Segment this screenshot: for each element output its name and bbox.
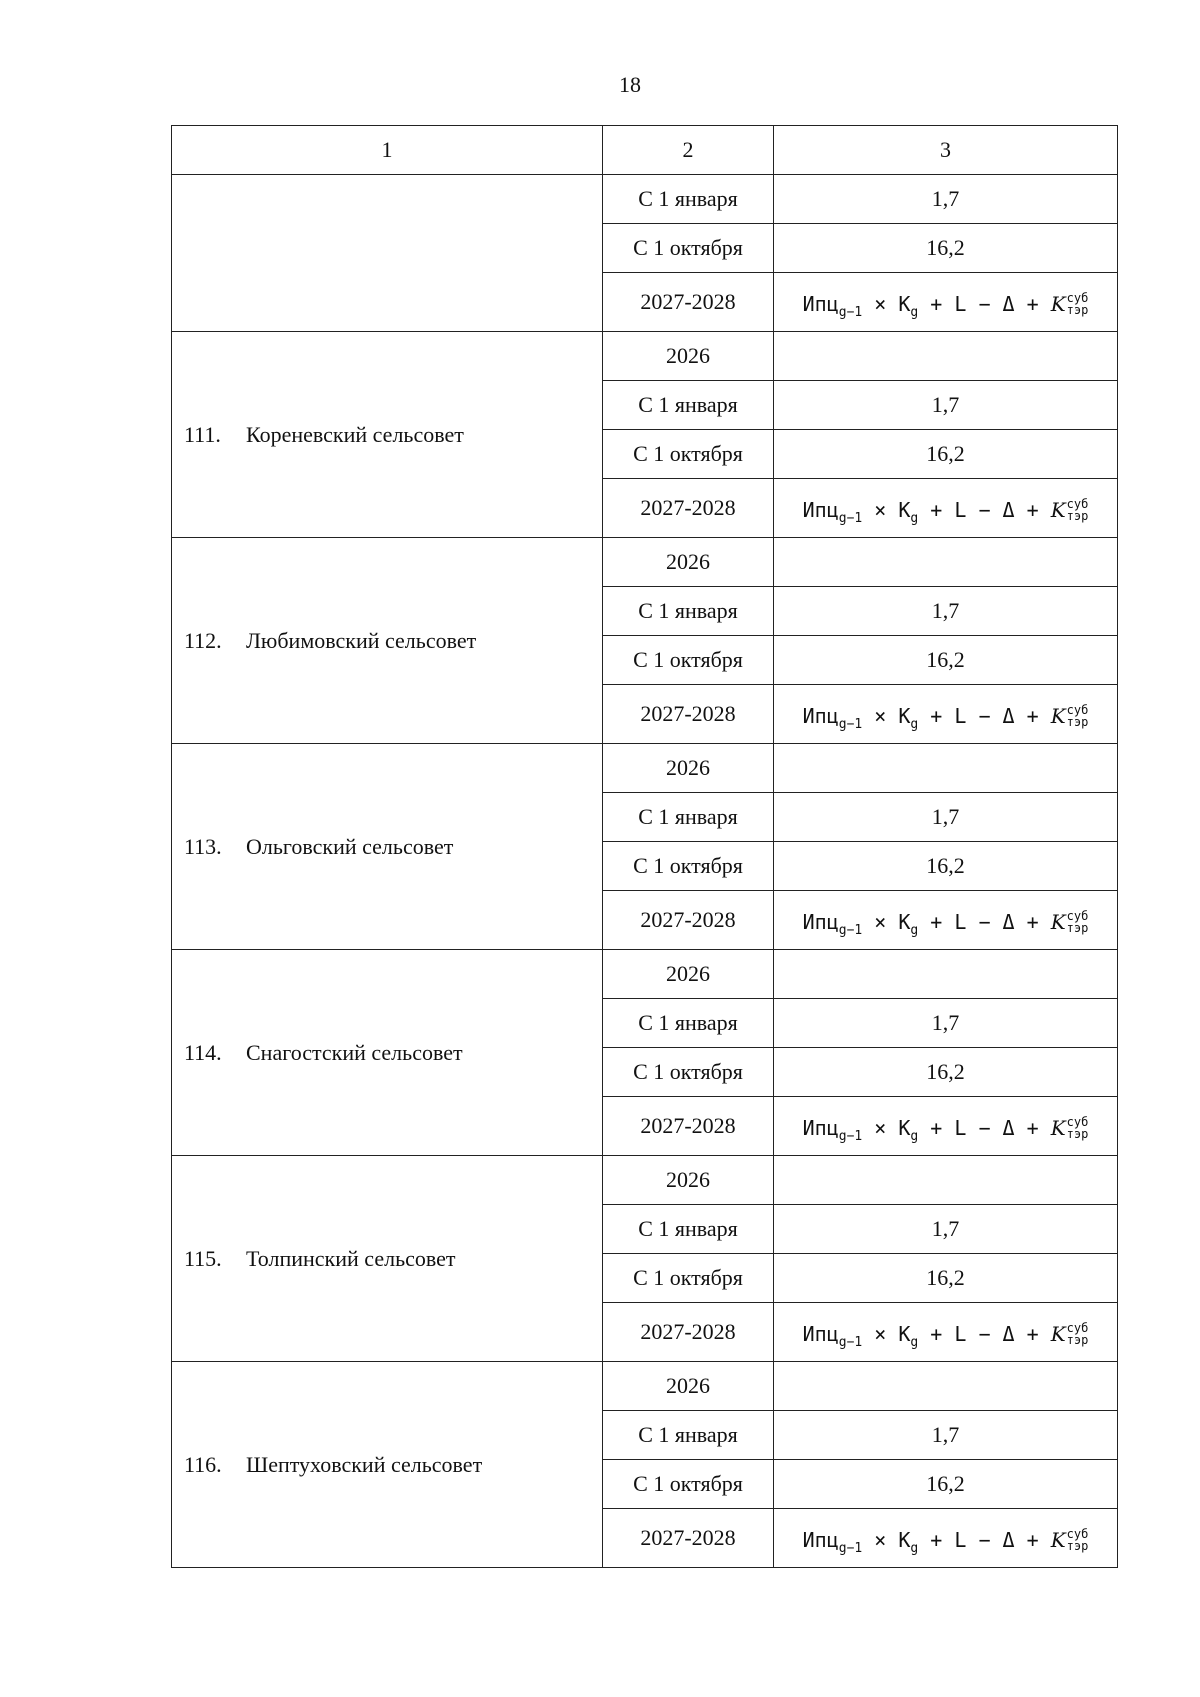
- formula-ipc-sub: g−1: [838, 1335, 863, 1350]
- period-cell: 2026: [603, 332, 774, 381]
- value-cell: 1,7: [774, 587, 1118, 636]
- formula-rest: + L − Δ +: [918, 1322, 1051, 1346]
- formula-k-sub: g: [910, 305, 919, 320]
- header-col-1: 1: [172, 126, 603, 175]
- formula-ipc: Ипц: [802, 498, 839, 522]
- formula-rest: + L − Δ +: [918, 498, 1051, 522]
- settlement-name: Толпинский сельсовет: [246, 1245, 456, 1271]
- formula-times: ×: [862, 704, 899, 728]
- row-number: 112.: [184, 627, 222, 653]
- settlement-cell: [172, 1156, 603, 1362]
- formula-k2-sub: тэр: [1066, 508, 1089, 523]
- row-number: 114.: [184, 1039, 222, 1065]
- period-cell: С 1 января: [603, 999, 774, 1048]
- page-number: 18: [619, 72, 641, 97]
- formula-k2: K: [1050, 1528, 1066, 1552]
- value-cell: [774, 1509, 1118, 1568]
- formula-k2-sup: суб: [1066, 496, 1089, 511]
- formula-ipc: Ипц: [802, 1322, 839, 1346]
- table-row: [172, 538, 1118, 587]
- period-cell: 2026: [603, 744, 774, 793]
- value-cell: 1,7: [774, 381, 1118, 430]
- settlement-name: Ольговский сельсовет: [246, 833, 454, 859]
- settlement-name: Любимовский сельсовет: [246, 627, 477, 653]
- settlement-name: Снагостский сельсовет: [246, 1039, 463, 1065]
- period-cell: 2027-2028: [603, 1303, 774, 1362]
- value-cell: 16,2: [774, 842, 1118, 891]
- period-cell: С 1 октября: [603, 1254, 774, 1303]
- formula: [803, 1520, 1089, 1556]
- period-cell: С 1 января: [603, 587, 774, 636]
- value-cell: [774, 744, 1118, 793]
- period-cell: 2027-2028: [603, 1097, 774, 1156]
- period-cell: 2027-2028: [603, 273, 774, 332]
- period-cell: С 1 октября: [603, 1460, 774, 1509]
- period-cell: С 1 января: [603, 381, 774, 430]
- formula-k2-sub: тэр: [1066, 920, 1089, 935]
- formula: [803, 284, 1089, 320]
- formula: [803, 902, 1089, 938]
- value-cell: [774, 479, 1118, 538]
- settlement-cell: [172, 950, 603, 1156]
- row-number: 113.: [184, 833, 222, 859]
- formula-times: ×: [862, 498, 899, 522]
- formula-rest: + L − Δ +: [918, 704, 1051, 728]
- settlement-cell: [172, 538, 603, 744]
- period-cell: С 1 октября: [603, 636, 774, 685]
- formula-k2-sup: суб: [1066, 290, 1089, 305]
- formula-times: ×: [862, 1322, 899, 1346]
- formula-k-sub: g: [910, 923, 919, 938]
- value-cell: [774, 538, 1118, 587]
- formula-k2-indices: [1067, 1528, 1089, 1552]
- formula-k2: K: [1050, 292, 1066, 316]
- value-cell: 16,2: [774, 224, 1118, 273]
- formula-k2-indices: [1067, 292, 1089, 316]
- formula-k: К: [898, 292, 911, 316]
- formula-k2-sup: суб: [1066, 1526, 1089, 1541]
- formula-ipc-sub: g−1: [838, 717, 863, 732]
- value-cell: [774, 1303, 1118, 1362]
- period-cell: С 1 октября: [603, 842, 774, 891]
- value-cell: [774, 332, 1118, 381]
- tariff-table: [171, 125, 1118, 1568]
- value-cell: [774, 891, 1118, 950]
- row-number: 116.: [184, 1451, 222, 1477]
- period-cell: С 1 октября: [603, 1048, 774, 1097]
- header-col-2: 2: [603, 126, 774, 175]
- value-cell: [774, 1362, 1118, 1411]
- formula-k-sub: g: [910, 717, 919, 732]
- period-cell: 2026: [603, 538, 774, 587]
- period-cell: С 1 января: [603, 175, 774, 224]
- formula: [803, 696, 1089, 732]
- formula-ipc-sub: g−1: [838, 305, 863, 320]
- settlement-cell: [172, 744, 603, 950]
- formula-times: ×: [862, 292, 899, 316]
- formula-k2-indices: [1067, 498, 1089, 522]
- period-cell: 2027-2028: [603, 685, 774, 744]
- table-header-row: [172, 126, 1118, 175]
- value-cell: 1,7: [774, 793, 1118, 842]
- period-cell: С 1 октября: [603, 430, 774, 479]
- value-cell: [774, 1156, 1118, 1205]
- table-row: [172, 950, 1118, 999]
- formula-ipc-sub: g−1: [838, 1541, 863, 1556]
- formula: [803, 1108, 1089, 1144]
- value-cell: 16,2: [774, 1254, 1118, 1303]
- formula-k2: K: [1050, 1322, 1066, 1346]
- formula-k2-sup: суб: [1066, 1320, 1089, 1335]
- formula-k2-sup: суб: [1066, 908, 1089, 923]
- formula-times: ×: [862, 910, 899, 934]
- formula-rest: + L − Δ +: [918, 1116, 1051, 1140]
- table-row: [172, 744, 1118, 793]
- formula-k: К: [898, 498, 911, 522]
- period-cell: 2026: [603, 1362, 774, 1411]
- formula-k2: K: [1050, 498, 1066, 522]
- header-col-3: 3: [774, 126, 1118, 175]
- table-row: [172, 1156, 1118, 1205]
- formula-rest: + L − Δ +: [918, 910, 1051, 934]
- value-cell: [774, 1097, 1118, 1156]
- formula-ipc-sub: g−1: [838, 511, 863, 526]
- formula: [803, 490, 1089, 526]
- formula-ipc-sub: g−1: [838, 1129, 863, 1144]
- table-row: [172, 175, 1118, 224]
- value-cell: 16,2: [774, 636, 1118, 685]
- settlement-name: Кореневский сельсовет: [246, 421, 464, 447]
- formula-rest: + L − Δ +: [918, 292, 1051, 316]
- continuation-name-cell: [172, 175, 603, 332]
- formula-k2-indices: [1067, 910, 1089, 934]
- value-cell: [774, 950, 1118, 999]
- value-cell: 1,7: [774, 175, 1118, 224]
- formula-k2-indices: [1067, 704, 1089, 728]
- value-cell: 16,2: [774, 430, 1118, 479]
- formula-k2-sub: тэр: [1066, 1332, 1089, 1347]
- row-number: 115.: [184, 1245, 222, 1271]
- formula-k-sub: g: [910, 511, 919, 526]
- formula-k2-sup: суб: [1066, 1114, 1089, 1129]
- settlement-name: Шептуховский сельсовет: [246, 1451, 483, 1477]
- period-cell: С 1 января: [603, 1205, 774, 1254]
- period-cell: 2027-2028: [603, 891, 774, 950]
- settlement-cell: [172, 1362, 603, 1568]
- formula-times: ×: [862, 1116, 899, 1140]
- period-cell: 2027-2028: [603, 1509, 774, 1568]
- formula-k: К: [898, 1322, 911, 1346]
- value-cell: [774, 273, 1118, 332]
- value-cell: 16,2: [774, 1460, 1118, 1509]
- formula-k: К: [898, 704, 911, 728]
- value-cell: 1,7: [774, 1205, 1118, 1254]
- table-row: [172, 1362, 1118, 1411]
- period-cell: 2027-2028: [603, 479, 774, 538]
- value-cell: [774, 685, 1118, 744]
- settlement-cell: [172, 332, 603, 538]
- formula-ipc: Ипц: [802, 704, 839, 728]
- formula-k2-sup: суб: [1066, 702, 1089, 717]
- formula-k2-indices: [1067, 1116, 1089, 1140]
- formula-k-sub: g: [910, 1541, 919, 1556]
- row-number: 111.: [184, 421, 221, 447]
- period-cell: 2026: [603, 1156, 774, 1205]
- formula-k-sub: g: [910, 1129, 919, 1144]
- formula-k2: K: [1050, 704, 1066, 728]
- formula-k2-indices: [1067, 1322, 1089, 1346]
- formula-k2-sub: тэр: [1066, 1126, 1089, 1141]
- formula-k-sub: g: [910, 1335, 919, 1350]
- formula-ipc: Ипц: [802, 1116, 839, 1140]
- value-cell: 1,7: [774, 1411, 1118, 1460]
- formula-k: К: [898, 910, 911, 934]
- table-row: [172, 332, 1118, 381]
- formula-k2-sub: тэр: [1066, 1538, 1089, 1553]
- formula: [803, 1314, 1089, 1350]
- formula-ipc-sub: g−1: [838, 923, 863, 938]
- value-cell: 1,7: [774, 999, 1118, 1048]
- period-cell: 2026: [603, 950, 774, 999]
- period-cell: С 1 октября: [603, 224, 774, 273]
- formula-ipc: Ипц: [802, 1528, 839, 1552]
- value-cell: 16,2: [774, 1048, 1118, 1097]
- formula-ipc: Ипц: [802, 292, 839, 316]
- formula-times: ×: [862, 1528, 899, 1552]
- formula-rest: + L − Δ +: [918, 1528, 1051, 1552]
- formula-k2: K: [1050, 910, 1066, 934]
- formula-k: К: [898, 1528, 911, 1552]
- period-cell: С 1 января: [603, 1411, 774, 1460]
- formula-k2-sub: тэр: [1066, 714, 1089, 729]
- formula-k2: K: [1050, 1116, 1066, 1140]
- formula-k2-sub: тэр: [1066, 302, 1089, 317]
- formula-ipc: Ипц: [802, 910, 839, 934]
- period-cell: С 1 января: [603, 793, 774, 842]
- formula-k: К: [898, 1116, 911, 1140]
